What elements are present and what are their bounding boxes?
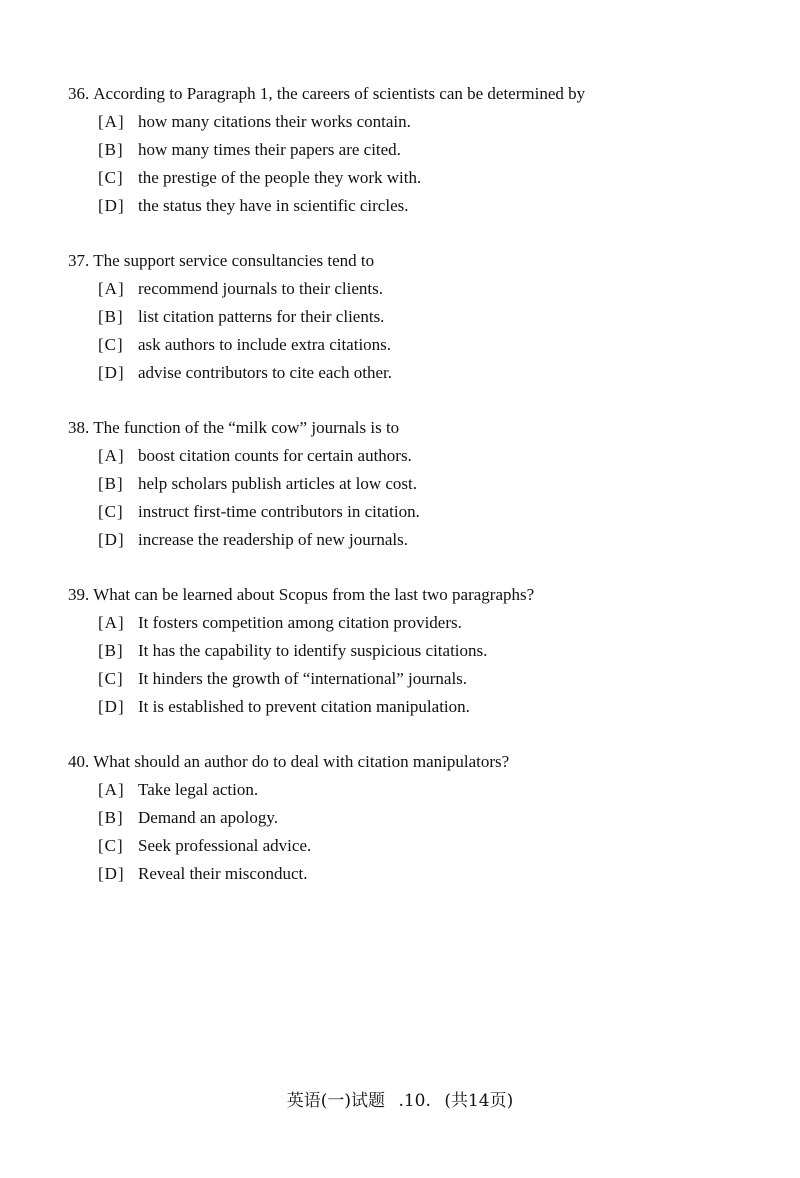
option-list	[68, 609, 768, 721]
option-letter: [D]	[98, 530, 125, 549]
option-c	[98, 665, 768, 693]
option-text: the prestige of the people they work with.	[138, 168, 422, 187]
option-b	[98, 470, 768, 498]
option-letter: [C]	[98, 168, 124, 187]
option-text: instruct first-time contributors in citation.	[138, 502, 420, 521]
option-letter: [A]	[98, 780, 125, 799]
question-number: 38.	[68, 418, 90, 437]
option-text: how many citations their works contain.	[138, 112, 411, 131]
option-a	[98, 609, 768, 637]
option-letter: [C]	[98, 335, 124, 354]
question-38	[68, 414, 768, 554]
option-d	[98, 860, 768, 888]
option-c	[98, 498, 768, 526]
question-number: 39.	[68, 585, 90, 604]
option-text: increase the readership of new journals.	[138, 530, 408, 549]
option-text: It is established to prevent citation manipulation.	[138, 697, 470, 716]
question-40	[68, 748, 768, 888]
option-letter: [A]	[98, 112, 125, 131]
option-letter: [A]	[98, 613, 125, 632]
option-list	[68, 275, 768, 387]
option-text: list citation patterns for their clients.	[138, 307, 385, 326]
question-text: What should an author do to deal with citation manipulators?	[93, 752, 510, 771]
option-b	[98, 136, 768, 164]
option-text: It hinders the growth of “international” journals.	[138, 669, 468, 688]
option-a	[98, 275, 768, 303]
option-d	[98, 693, 768, 721]
question-stem	[68, 247, 768, 275]
option-list	[68, 442, 768, 554]
question-36	[68, 80, 768, 220]
question-stem	[68, 748, 768, 776]
option-letter: [C]	[98, 836, 124, 855]
option-text: advise contributors to cite each other.	[138, 363, 392, 382]
question-number: 37.	[68, 251, 90, 270]
option-letter: [B]	[98, 474, 124, 493]
option-text: boost citation counts for certain authors.	[138, 446, 412, 465]
option-text: recommend journals to their clients.	[138, 279, 384, 298]
option-text: the status they have in scientific circles.	[138, 196, 409, 215]
option-text: Reveal their misconduct.	[138, 864, 308, 883]
question-number: 40.	[68, 752, 90, 771]
option-letter: [A]	[98, 446, 125, 465]
option-text: Take legal action.	[138, 780, 259, 799]
footer-subject: 英语(一)试题	[286, 1091, 386, 1111]
option-a	[98, 442, 768, 470]
option-b	[98, 303, 768, 331]
option-letter: [B]	[98, 808, 124, 827]
question-number: 36.	[68, 84, 90, 103]
option-b	[98, 804, 768, 832]
option-d	[98, 526, 768, 554]
option-letter: [D]	[98, 697, 125, 716]
footer-total-pages: (共14页)	[444, 1091, 514, 1111]
option-text: ask authors to include extra citations.	[138, 335, 392, 354]
option-letter: [C]	[98, 502, 124, 521]
option-c	[98, 164, 768, 192]
option-d	[98, 359, 768, 387]
option-text: Seek professional advice.	[138, 836, 312, 855]
option-text: Demand an apology.	[138, 808, 279, 827]
question-stem	[68, 80, 768, 108]
option-c	[98, 331, 768, 359]
option-letter: [D]	[98, 196, 125, 215]
option-a	[98, 776, 768, 804]
question-text: According to Paragraph 1, the careers of scientists can be determined by	[93, 84, 586, 103]
option-letter: [A]	[98, 279, 125, 298]
option-list	[68, 776, 768, 888]
option-text: how many times their papers are cited.	[138, 140, 401, 159]
option-list	[68, 108, 768, 220]
option-text: It fosters competition among citation providers.	[138, 613, 462, 632]
question-stem	[68, 414, 768, 442]
option-letter: [D]	[98, 363, 125, 382]
option-letter: [B]	[98, 641, 124, 660]
option-text: It has the capability to identify suspicious citations.	[138, 641, 488, 660]
option-letter: [C]	[98, 669, 124, 688]
page-footer	[0, 1086, 800, 1111]
question-text: The support service consultancies tend to	[93, 251, 375, 270]
option-letter: [B]	[98, 307, 124, 326]
question-list	[68, 80, 768, 915]
option-a	[98, 108, 768, 136]
option-letter: [B]	[98, 140, 124, 159]
option-c	[98, 832, 768, 860]
footer-page-number: .10.	[398, 1091, 431, 1111]
question-stem	[68, 581, 768, 609]
question-text: The function of the “milk cow” journals is to	[93, 418, 400, 437]
option-b	[98, 637, 768, 665]
question-text: What can be learned about Scopus from the last two paragraphs?	[93, 585, 535, 604]
option-text: help scholars publish articles at low cost.	[138, 474, 418, 493]
question-39	[68, 581, 768, 721]
option-letter: [D]	[98, 864, 125, 883]
question-37	[68, 247, 768, 387]
option-d	[98, 192, 768, 220]
